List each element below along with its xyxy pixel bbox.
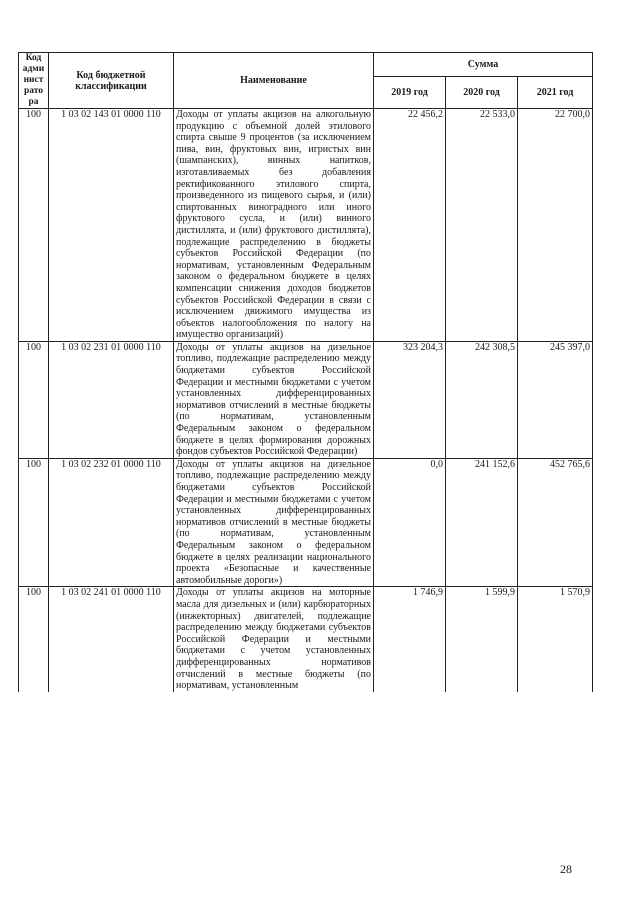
amount-2020-cell: 1 599,9: [446, 587, 518, 692]
budget-code-cell: 1 03 02 231 01 0000 110: [49, 341, 174, 458]
admin-code-cell: 100: [19, 341, 49, 458]
amount-2019-cell: 0,0: [374, 458, 446, 587]
budget-code-cell: 1 03 02 241 01 0000 110: [49, 587, 174, 692]
table-row: [19, 458, 593, 587]
page-number: 28: [560, 862, 572, 876]
amount-2020-cell: 22 533,0: [446, 109, 518, 342]
header-year-2019: 2019 год: [374, 76, 446, 108]
amount-2019-cell: 22 456,2: [374, 109, 446, 342]
amount-2021-cell: 452 765,6: [518, 458, 593, 587]
amount-2021-cell: 245 397,0: [518, 341, 593, 458]
amount-2019-cell: 323 204,3: [374, 341, 446, 458]
amount-2019-cell: 1 746,9: [374, 587, 446, 692]
header-sum: Сумма: [374, 53, 593, 77]
budget-revenue-table: [18, 52, 593, 692]
table-row: [19, 341, 593, 458]
budget-code-cell: 1 03 02 143 01 0000 110: [49, 109, 174, 342]
name-cell: Доходы от уплаты акцизов на дизельное топливо, подлежащие распределению между бюджетами субъектов Российской Федерации и местными бюджетами с учетом установленных дифференцированных нормативов отчислений в местные бюджеты (по нормативам, установленным Федеральным законом о федеральном бюджете в целях формирования дорожных фондов субъектов Российской Федерации): [174, 341, 374, 458]
header-name: Наименование: [174, 53, 374, 109]
admin-code-cell: 100: [19, 587, 49, 692]
amount-2021-cell: 1 570,9: [518, 587, 593, 692]
name-cell: Доходы от уплаты акцизов на моторные масла для дизельных и (или) карбюраторных (инжекторных) двигателей, подлежащие распределению между бюджетами субъектов Российской Федерации и местными бюджетами с учетом установленных дифференцированных нормативов отчислений в местные бюджеты (по нормативам, установленным: [174, 587, 374, 692]
name-cell: Доходы от уплаты акцизов на дизельное топливо, подлежащие распределению между бюджетами субъектов Российской Федерации и местными бюджетами с учетом установленных дифференцированных нормативов отчислений в местные бюджеты (по нормативам, установленным Федеральным законом о федеральном бюджете в целях реализации национального проекта «Безопасные и качественные автомобильные дороги»): [174, 458, 374, 587]
header-year-2020: 2020 год: [446, 76, 518, 108]
name-cell: Доходы от уплаты акцизов на алкогольную продукцию с объемной долей этилового спирта свыше 9 процентов (за исключением пива, вин, фруктовых вин, игристых вин (шампанских), винных напитков, изготавливаемых без добавления ректификованного этилового спирта, произведенного из пищевого сырья, и (или) спиртованных виноградного или иного фруктового сусла, и (или) винного дистиллята, и (или) фруктового дистиллята), подлежащие распределению в бюджеты субъектов Российской Федерации (по нормативам, установленным Федеральным законом о федеральном бюджете в целях компенсации снижения доходов бюджетов субъектов Российской Федерации в связи с исключением движимого имущества из объектов налогообложения по налогу на имущество организаций): [174, 109, 374, 342]
header-year-2021: 2021 год: [518, 76, 593, 108]
header-admin-code: Код адми нист рато ра: [19, 53, 49, 109]
table-row: [19, 109, 593, 342]
admin-code-cell: 100: [19, 458, 49, 587]
amount-2021-cell: 22 700,0: [518, 109, 593, 342]
table-row: [19, 587, 593, 692]
amount-2020-cell: 241 152,6: [446, 458, 518, 587]
budget-code-cell: 1 03 02 232 01 0000 110: [49, 458, 174, 587]
amount-2020-cell: 242 308,5: [446, 341, 518, 458]
header-budget-code: Код бюджетной классификации: [49, 53, 174, 109]
admin-code-cell: 100: [19, 109, 49, 342]
